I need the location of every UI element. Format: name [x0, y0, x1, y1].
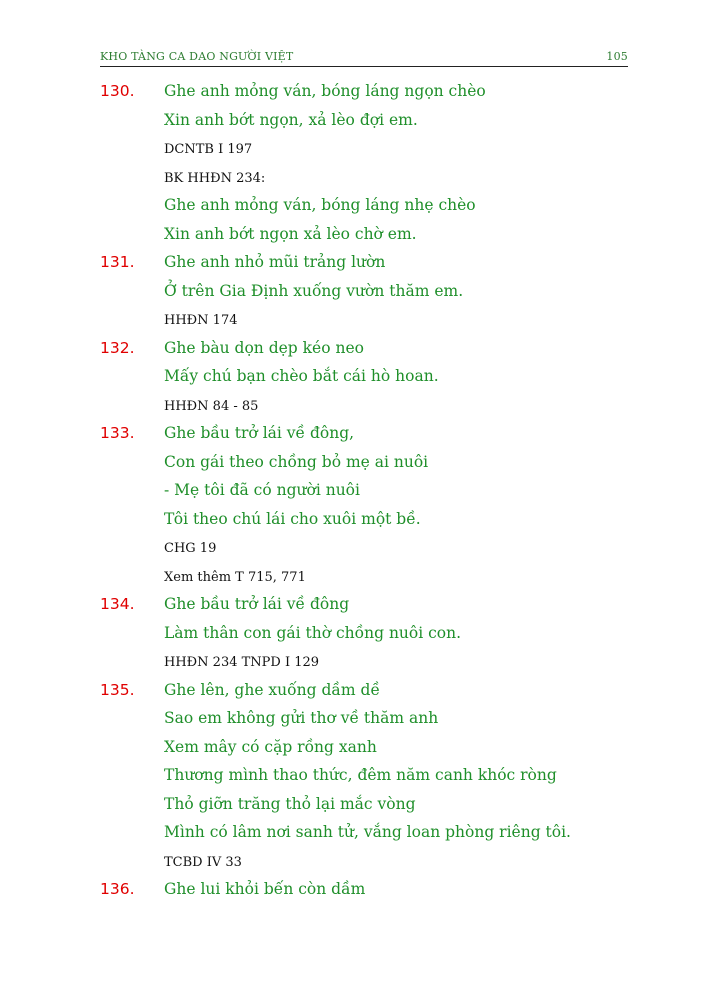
entry-number: 131.	[100, 253, 135, 271]
verse-line	[0, 196, 702, 225]
verse-line	[0, 367, 702, 396]
book-title: KHO TÀNG CA DAO NGƯỜI VIỆT	[100, 50, 294, 63]
running-header	[100, 50, 628, 67]
verse-line	[0, 225, 702, 254]
verse-line	[0, 111, 702, 140]
verse-text: Ghe lui khỏi bến còn dầm	[164, 880, 366, 898]
entry-number: 133.	[100, 424, 135, 442]
verse-text: Xin anh bớt ngọn xả lèo chờ em.	[164, 224, 417, 243]
source-reference: CHG 19	[164, 541, 217, 556]
verse-text: Ghe bầu trở lái về đông	[164, 595, 350, 613]
verse-text: Xem mây có cặp rồng xanh	[164, 737, 377, 756]
entry-number: 132.	[100, 338, 135, 357]
verse-text: Sao em không gửi thơ về thăm anh	[164, 709, 439, 727]
verse-text: Làm thân con gái thờ chồng nuôi con.	[164, 623, 462, 642]
page-content	[0, 82, 702, 909]
verse-text: Ở trên Gia Định xuống vườn thăm em.	[164, 281, 464, 300]
source-reference-line	[0, 139, 702, 168]
source-reference-line	[0, 310, 702, 339]
verse-text: Mình có lâm nơi sanh tử, vắng loan phòng riêng tôi.	[164, 823, 571, 841]
source-reference-line	[0, 168, 702, 197]
verse-line	[0, 738, 702, 767]
verse-line	[0, 795, 702, 824]
verse-line	[0, 681, 702, 710]
source-reference: BK HHĐN 234:	[164, 170, 266, 186]
verse-line	[0, 709, 702, 738]
source-reference-line	[0, 852, 702, 881]
verse-text: Ghe bàu dọn dẹp kéo neo	[164, 338, 364, 357]
verse-text: Ghe anh mỏng ván, bóng láng nhẹ chèo	[164, 196, 476, 214]
verse-line	[0, 82, 702, 111]
verse-text: Ghe anh mỏng ván, bóng láng ngọn chèo	[164, 82, 486, 100]
source-reference: HHĐN 174	[164, 313, 238, 328]
verse-line	[0, 510, 702, 539]
verse-text: Mấy chú bạn chèo bắt cái hò hoan.	[164, 367, 439, 385]
verse-text: Tôi theo chú lái cho xuôi một bề.	[164, 509, 421, 528]
source-reference-line	[0, 567, 702, 596]
verse-line	[0, 624, 702, 653]
source-reference: HHĐN 234 TNPD I 129	[164, 655, 320, 670]
source-reference: DCNTB I 197	[164, 142, 253, 157]
verse-line	[0, 766, 702, 795]
verse-line	[0, 880, 702, 909]
page-number: 105	[606, 50, 628, 63]
source-reference-line	[0, 396, 702, 425]
verse-line	[0, 595, 702, 624]
verse-line	[0, 424, 702, 453]
source-reference: Xem thêm T 715, 771	[164, 569, 306, 585]
verse-text: Ghe lên, ghe xuống dầm dề	[164, 680, 380, 699]
verse-text: Thỏ giỡn trăng thỏ lại mắc vòng	[164, 794, 416, 813]
verse-line	[0, 453, 702, 482]
entry-number: 135.	[100, 680, 135, 699]
source-reference: HHĐN 84 - 85	[164, 398, 259, 414]
entry-number: 134.	[100, 595, 135, 613]
verse-text: Thương mình thao thức, đêm năm canh khóc ròng	[164, 766, 557, 784]
verse-text: Ghe bầu trở lái về đông,	[164, 424, 355, 442]
entry-number: 136.	[100, 880, 135, 898]
verse-line	[0, 253, 702, 282]
verse-text: Xin anh bớt ngọn, xả lèo đợi em.	[164, 110, 418, 129]
entry-number: 130.	[100, 82, 135, 100]
verse-text: Con gái theo chồng bỏ mẹ ai nuôi	[164, 452, 429, 471]
source-reference-line	[0, 652, 702, 681]
source-reference: TCBD IV 33	[164, 854, 242, 870]
verse-text: Ghe anh nhỏ mũi trảng lườn	[164, 253, 386, 271]
source-reference-line	[0, 538, 702, 567]
verse-line	[0, 481, 702, 510]
verse-line	[0, 339, 702, 368]
verse-line	[0, 823, 702, 852]
verse-line	[0, 282, 702, 311]
verse-text: - Mẹ tôi đã có người nuôi	[164, 481, 360, 499]
